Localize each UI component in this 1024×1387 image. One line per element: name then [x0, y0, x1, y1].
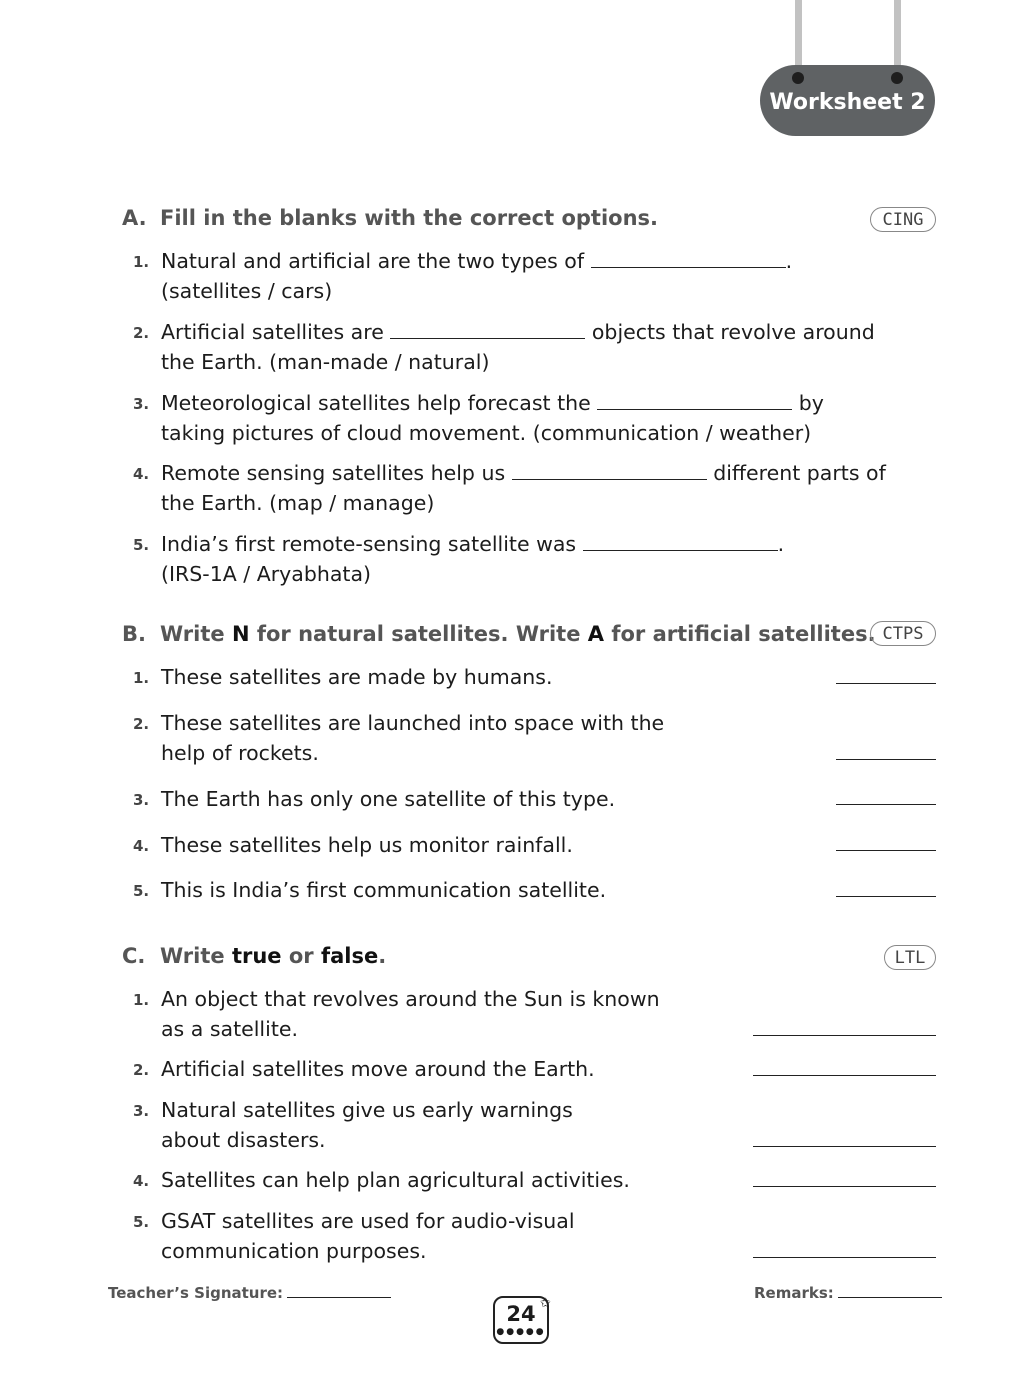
- skill-tag-cing: CING: [870, 207, 936, 232]
- question-text: These satellites are made by humans.: [161, 665, 553, 689]
- fill-blank[interactable]: [390, 320, 585, 339]
- question-number: 5.: [133, 536, 150, 554]
- section-letter: A.: [122, 206, 147, 230]
- section-title: Write: [160, 622, 232, 646]
- section-title: .: [378, 944, 387, 968]
- remarks-line[interactable]: [838, 1283, 942, 1298]
- section-title: for artificial satellites.: [604, 622, 876, 646]
- question-b2: [133, 708, 664, 768]
- answer-line-c1[interactable]: [753, 1035, 936, 1036]
- teacher-signature-line[interactable]: [287, 1283, 391, 1298]
- teacher-signature-label: Teacher’s Signature:: [108, 1284, 284, 1302]
- section-title-bold: N: [231, 622, 250, 646]
- question-text: GSAT satellites are used for audio-visual: [161, 1209, 575, 1233]
- question-text: objects that revolve around: [591, 320, 875, 344]
- question-text: communication purposes.: [161, 1239, 427, 1263]
- question-number: 3.: [133, 1102, 150, 1120]
- question-number: 4.: [133, 1172, 150, 1190]
- hanger-knob-right: [891, 72, 903, 84]
- answer-line-c2[interactable]: [753, 1075, 936, 1076]
- question-a1: [133, 246, 792, 306]
- question-c1: [133, 984, 660, 1044]
- question-text: (IRS-1A / Aryabhata): [161, 562, 372, 586]
- fill-blank[interactable]: [512, 461, 707, 480]
- answer-line-b4[interactable]: [836, 850, 936, 851]
- question-c4: [133, 1165, 630, 1195]
- section-title-bold: true: [231, 944, 282, 968]
- skill-tag-ltl: LTL: [884, 945, 936, 970]
- dots-decoration-icon: ●●●●●: [496, 1327, 546, 1337]
- question-number: 3.: [133, 395, 150, 413]
- remarks: [754, 1283, 942, 1302]
- question-text: These satellites are launched into space with the: [161, 711, 665, 735]
- question-a2: [133, 317, 875, 377]
- question-number: 4.: [133, 465, 150, 483]
- fill-blank[interactable]: [597, 391, 792, 410]
- page-number: 24: [506, 1302, 536, 1326]
- section-b-heading: [122, 622, 876, 646]
- question-text: .: [785, 249, 793, 273]
- question-text: about disasters.: [161, 1128, 326, 1152]
- question-text: different parts of: [713, 461, 886, 485]
- answer-line-b5[interactable]: [836, 896, 936, 897]
- question-a3: [133, 388, 824, 448]
- fill-blank[interactable]: [591, 249, 786, 268]
- question-c2: [133, 1054, 595, 1084]
- question-a5: [133, 529, 784, 589]
- question-text: taking pictures of cloud movement. (communication / weather): [161, 421, 812, 445]
- question-number: 1.: [133, 669, 150, 687]
- question-b5: [133, 875, 606, 905]
- remarks-label: Remarks:: [754, 1284, 834, 1302]
- answer-line-c4[interactable]: [753, 1186, 936, 1187]
- question-text: This is India’s first communication satellite.: [161, 878, 607, 902]
- answer-line-b3[interactable]: [836, 804, 936, 805]
- question-number: 2.: [133, 324, 150, 342]
- section-title-bold: A: [587, 622, 605, 646]
- question-number: 3.: [133, 791, 150, 809]
- section-title: Write: [160, 944, 232, 968]
- worksheet-badge: Worksheet 2: [760, 65, 935, 136]
- question-text: Artificial satellites are: [161, 320, 384, 344]
- question-number: 2.: [133, 1061, 150, 1079]
- question-a4: [133, 458, 886, 518]
- question-b4: [133, 830, 573, 860]
- question-number: 4.: [133, 837, 150, 855]
- question-number: 1.: [133, 991, 150, 1009]
- question-text: Natural satellites give us early warnings: [161, 1098, 573, 1122]
- answer-line-b1[interactable]: [836, 683, 936, 684]
- answer-line-b2[interactable]: [836, 759, 936, 760]
- question-text: Natural and artificial are the two types of: [161, 249, 585, 273]
- question-number: 1.: [133, 253, 150, 271]
- section-c-heading: [122, 944, 386, 968]
- question-number: 5.: [133, 882, 150, 900]
- question-text: the Earth. (man-made / natural): [161, 350, 490, 374]
- question-c5: [133, 1206, 575, 1266]
- section-title-bold: false: [320, 944, 379, 968]
- section-letter: C.: [122, 944, 146, 968]
- skill-tag-ctps: CTPS: [870, 621, 936, 646]
- question-b1: [133, 662, 552, 692]
- section-title: or: [281, 944, 321, 968]
- section-a-heading: [122, 206, 658, 230]
- question-number: 5.: [133, 1213, 150, 1231]
- question-text: the Earth. (map / manage): [161, 491, 435, 515]
- question-text: as a satellite.: [161, 1017, 298, 1041]
- hanger-knob-left: [792, 72, 804, 84]
- teacher-signature: [108, 1283, 391, 1302]
- question-text: An object that revolves around the Sun is known: [161, 987, 660, 1011]
- question-text: These satellites help us monitor rainfall.: [161, 833, 573, 857]
- question-text: by: [798, 391, 824, 415]
- question-text: Meteorological satellites help forecast the: [161, 391, 591, 415]
- fill-blank[interactable]: [583, 532, 778, 551]
- section-letter: B.: [122, 622, 146, 646]
- answer-line-c3[interactable]: [753, 1146, 936, 1147]
- question-text: India’s first remote-sensing satellite was: [161, 532, 577, 556]
- question-c3: [133, 1095, 573, 1155]
- question-text: The Earth has only one satellite of this type.: [161, 787, 616, 811]
- answer-line-c5[interactable]: [753, 1257, 936, 1258]
- question-text: Remote sensing satellites help us: [161, 461, 506, 485]
- section-title: for natural satellites. Write: [249, 622, 588, 646]
- question-text: Satellites can help plan agricultural activities.: [161, 1168, 630, 1192]
- question-text: Artificial satellites move around the Earth.: [161, 1057, 595, 1081]
- question-text: (satellites / cars): [161, 279, 333, 303]
- section-title: Fill in the blanks with the correct options.: [160, 206, 659, 230]
- star-icon: ✩: [540, 1296, 551, 1311]
- question-text: help of rockets.: [161, 741, 319, 765]
- question-b3: [133, 784, 615, 814]
- question-text: .: [777, 532, 785, 556]
- question-number: 2.: [133, 715, 150, 733]
